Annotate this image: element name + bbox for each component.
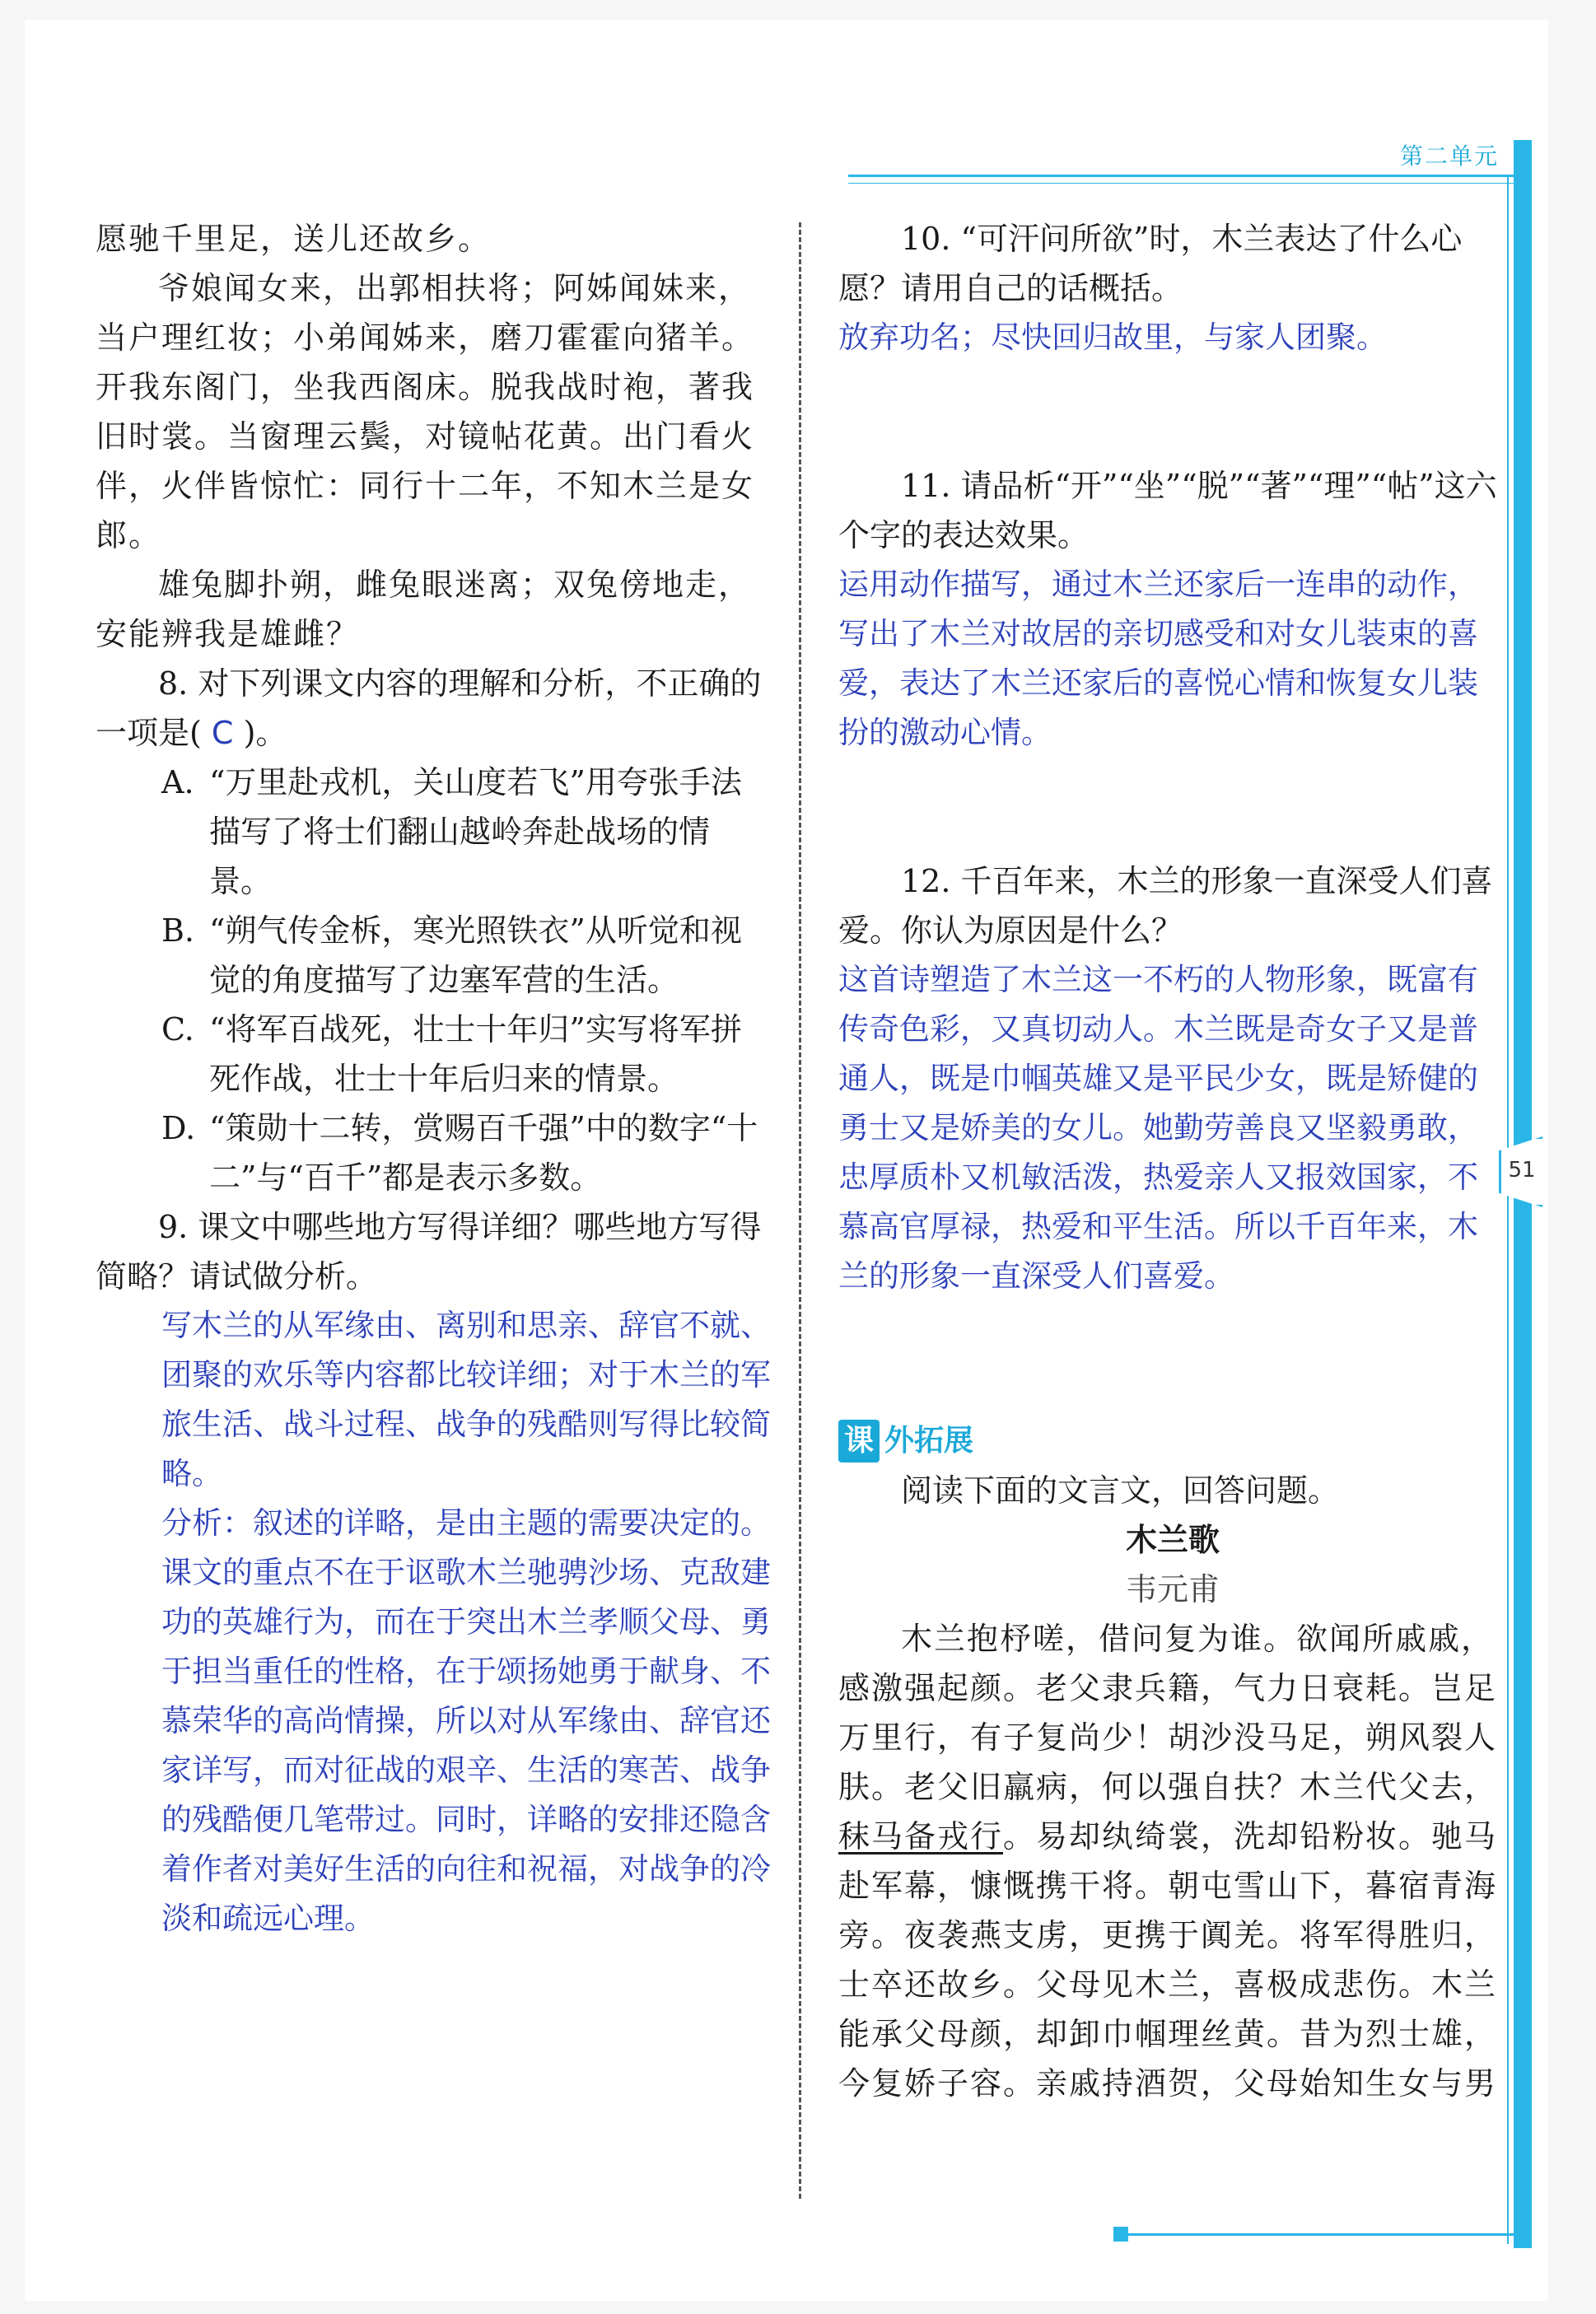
option-text: “朔气传金柝，寒光照铁衣”从听觉和视觉的角度描写了边塞军营的生活。 [209, 912, 742, 998]
question-9-analysis: 分析：叙述的详略，是由主题的需要决定的。课文的重点不在于讴歌木兰驰骋沙场、克敌建功的英雄行为，而在于突出木兰孝顺父母、勇于担当重任的性格，在于颂扬她勇于献身、不慕荣华的高尚情操，所以对从军缘由、辞官还家详写，而对征战的艰辛、生活的寒苦、战争的残酷便几笔带过。同时，详略的安排还隐含着作者对美好生活的向往和祝福，对战争的冷淡和疏远心理。 [161, 1505, 771, 1936]
option-key: B. [161, 912, 195, 949]
footer-marker [1113, 2227, 1128, 2242]
option-text: “策勋十二转，赏赐百千强”中的数字“十二”与“百千”都是表示多数。 [209, 1110, 758, 1196]
left-column [96, 214, 771, 1943]
question-9-stem: 9. 课文中哪些地方写得详细？哪些地方写得简略？请试做分析。 [96, 1209, 762, 1295]
poem-paragraph: 爷娘闻女来，出郭相扶将；阿姊闻妹来，当户理红妆；小弟闻姊来，磨刀霍霍向猪羊。开我东阁门，坐我西阁床。脱我战时袍，著我旧时裳。当窗理云鬓，对镜帖花黄。出门看火伴，火伴皆惊忙：同行十二年，不知木兰是女郎。 [96, 270, 755, 553]
question-12-stem: 12. 千百年来，木兰的形象一直深受人们喜爱。你认为原因是什么？ [838, 863, 1493, 949]
poem-text: 。易却纨绮裳，洗却铅粉妆。驰马赴军幕，慷慨携干将。朝屯雪山下，暮宿青海旁。夜袭燕支虏，更携于阗羌。将军得胜归，士卒还故乡。父母见木兰，喜极成悲伤。木兰能承父母颜，却卸巾帼理丝黄。昔为烈士雄，今复娇子容。亲戚持酒贺，父母始知生女与男 [838, 1818, 1498, 2102]
question-12-answer: 这首诗塑造了木兰这一不朽的人物形象，既富有传奇色彩，又真切动人。木兰既是奇女子又是普通人，既是巾帼英雄又是平民少女，既是矫健的勇士又是娇美的女儿。她勤劳善良又坚毅勇敢，忠厚质朴又机敏活泼，热爱亲人又报效国家，不慕高官厚禄，热爱和平生活。所以千百年来，木兰的形象一直深受人们喜爱。 [838, 962, 1478, 1294]
question-9-answer: 写木兰的从军缘由、离别和思亲、辞官不就、团聚的欢乐等内容都比较详细；对于木兰的军旅生活、战斗过程、战争的残酷则写得比较简略。 [161, 1308, 771, 1491]
extension-heading [838, 1416, 1507, 1466]
underlined-phrase: 秣马备戎行 [838, 1818, 1004, 1854]
option-text: “万里赴戎机，关山度若飞”用夸张手法描写了将士们翻山越岭奔赴战场的情景。 [209, 764, 742, 899]
header-rule [848, 175, 1524, 177]
page-number: 51 [1508, 1158, 1536, 1183]
question-8 [96, 659, 771, 758]
option-key: D. [161, 1110, 196, 1146]
extension-badge: 课 [838, 1420, 880, 1463]
poem-author: 韦元甫 [1125, 1571, 1220, 1607]
column-divider [799, 222, 801, 2199]
option-text: “将军百战死，壮士十年归”实写将军拼死作战，壮士十年后归来的情景。 [209, 1011, 742, 1097]
option-a [96, 758, 771, 906]
question-8-stem-end: )。 [243, 715, 287, 751]
question-10-stem: 10. “可汗问所欲”时，木兰表达了什么心愿？请用自己的话概括。 [838, 221, 1463, 306]
question-8-stem: 8. 对下列课文内容的理解和分析，不正确的一项是( [96, 665, 762, 751]
poem-paragraph: 雄兔脚扑朔，雌兔眼迷离；双兔傍地走，安能辨我是雄雌？ [96, 567, 752, 652]
right-column [838, 214, 1507, 2108]
question-10-answer: 放弃功名；尽快回归故里，与家人团聚。 [838, 320, 1387, 355]
extension-instruction: 阅读下面的文言文，回答问题。 [901, 1472, 1340, 1509]
poem-line: 愿驰千里足，送儿还故乡。 [96, 221, 492, 257]
option-d [96, 1103, 771, 1202]
unit-label: 第二单元 [1400, 142, 1500, 170]
margin-rule [1507, 177, 1509, 2244]
extension-poem [838, 1614, 1507, 2108]
option-b [96, 906, 771, 1005]
header-rule-thin [848, 183, 1524, 184]
poem-title: 木兰歌 [1125, 1522, 1220, 1558]
option-key: C. [161, 1011, 194, 1047]
option-key: A. [161, 764, 194, 800]
question-11-stem: 11. 请品析“开”“坐”“脱”“著”“理”“帖”这六个字的表达效果。 [838, 468, 1497, 553]
question-8-answer: C [211, 715, 234, 751]
question-11-answer: 运用动作描写，通过木兰还家后一连串的动作，写出了木兰对故居的亲切感受和对女儿装束的喜爱，表达了木兰还家后的喜悦心情和恢复女儿装扮的激动心情。 [838, 567, 1478, 750]
option-c [96, 1005, 771, 1103]
footer-rule [1120, 2233, 1524, 2236]
poem-text: 木兰抱杼嗟，借问复为谁。欲闻所戚戚，感激强起颜。老父隶兵籍，气力日衰耗。岂足万里行，有子复尚少！胡沙没马足，朔风裂人肤。老父旧羸病，何以强自扶？木兰代父去， [838, 1621, 1498, 1805]
extension-title: 外拓展 [884, 1424, 974, 1458]
